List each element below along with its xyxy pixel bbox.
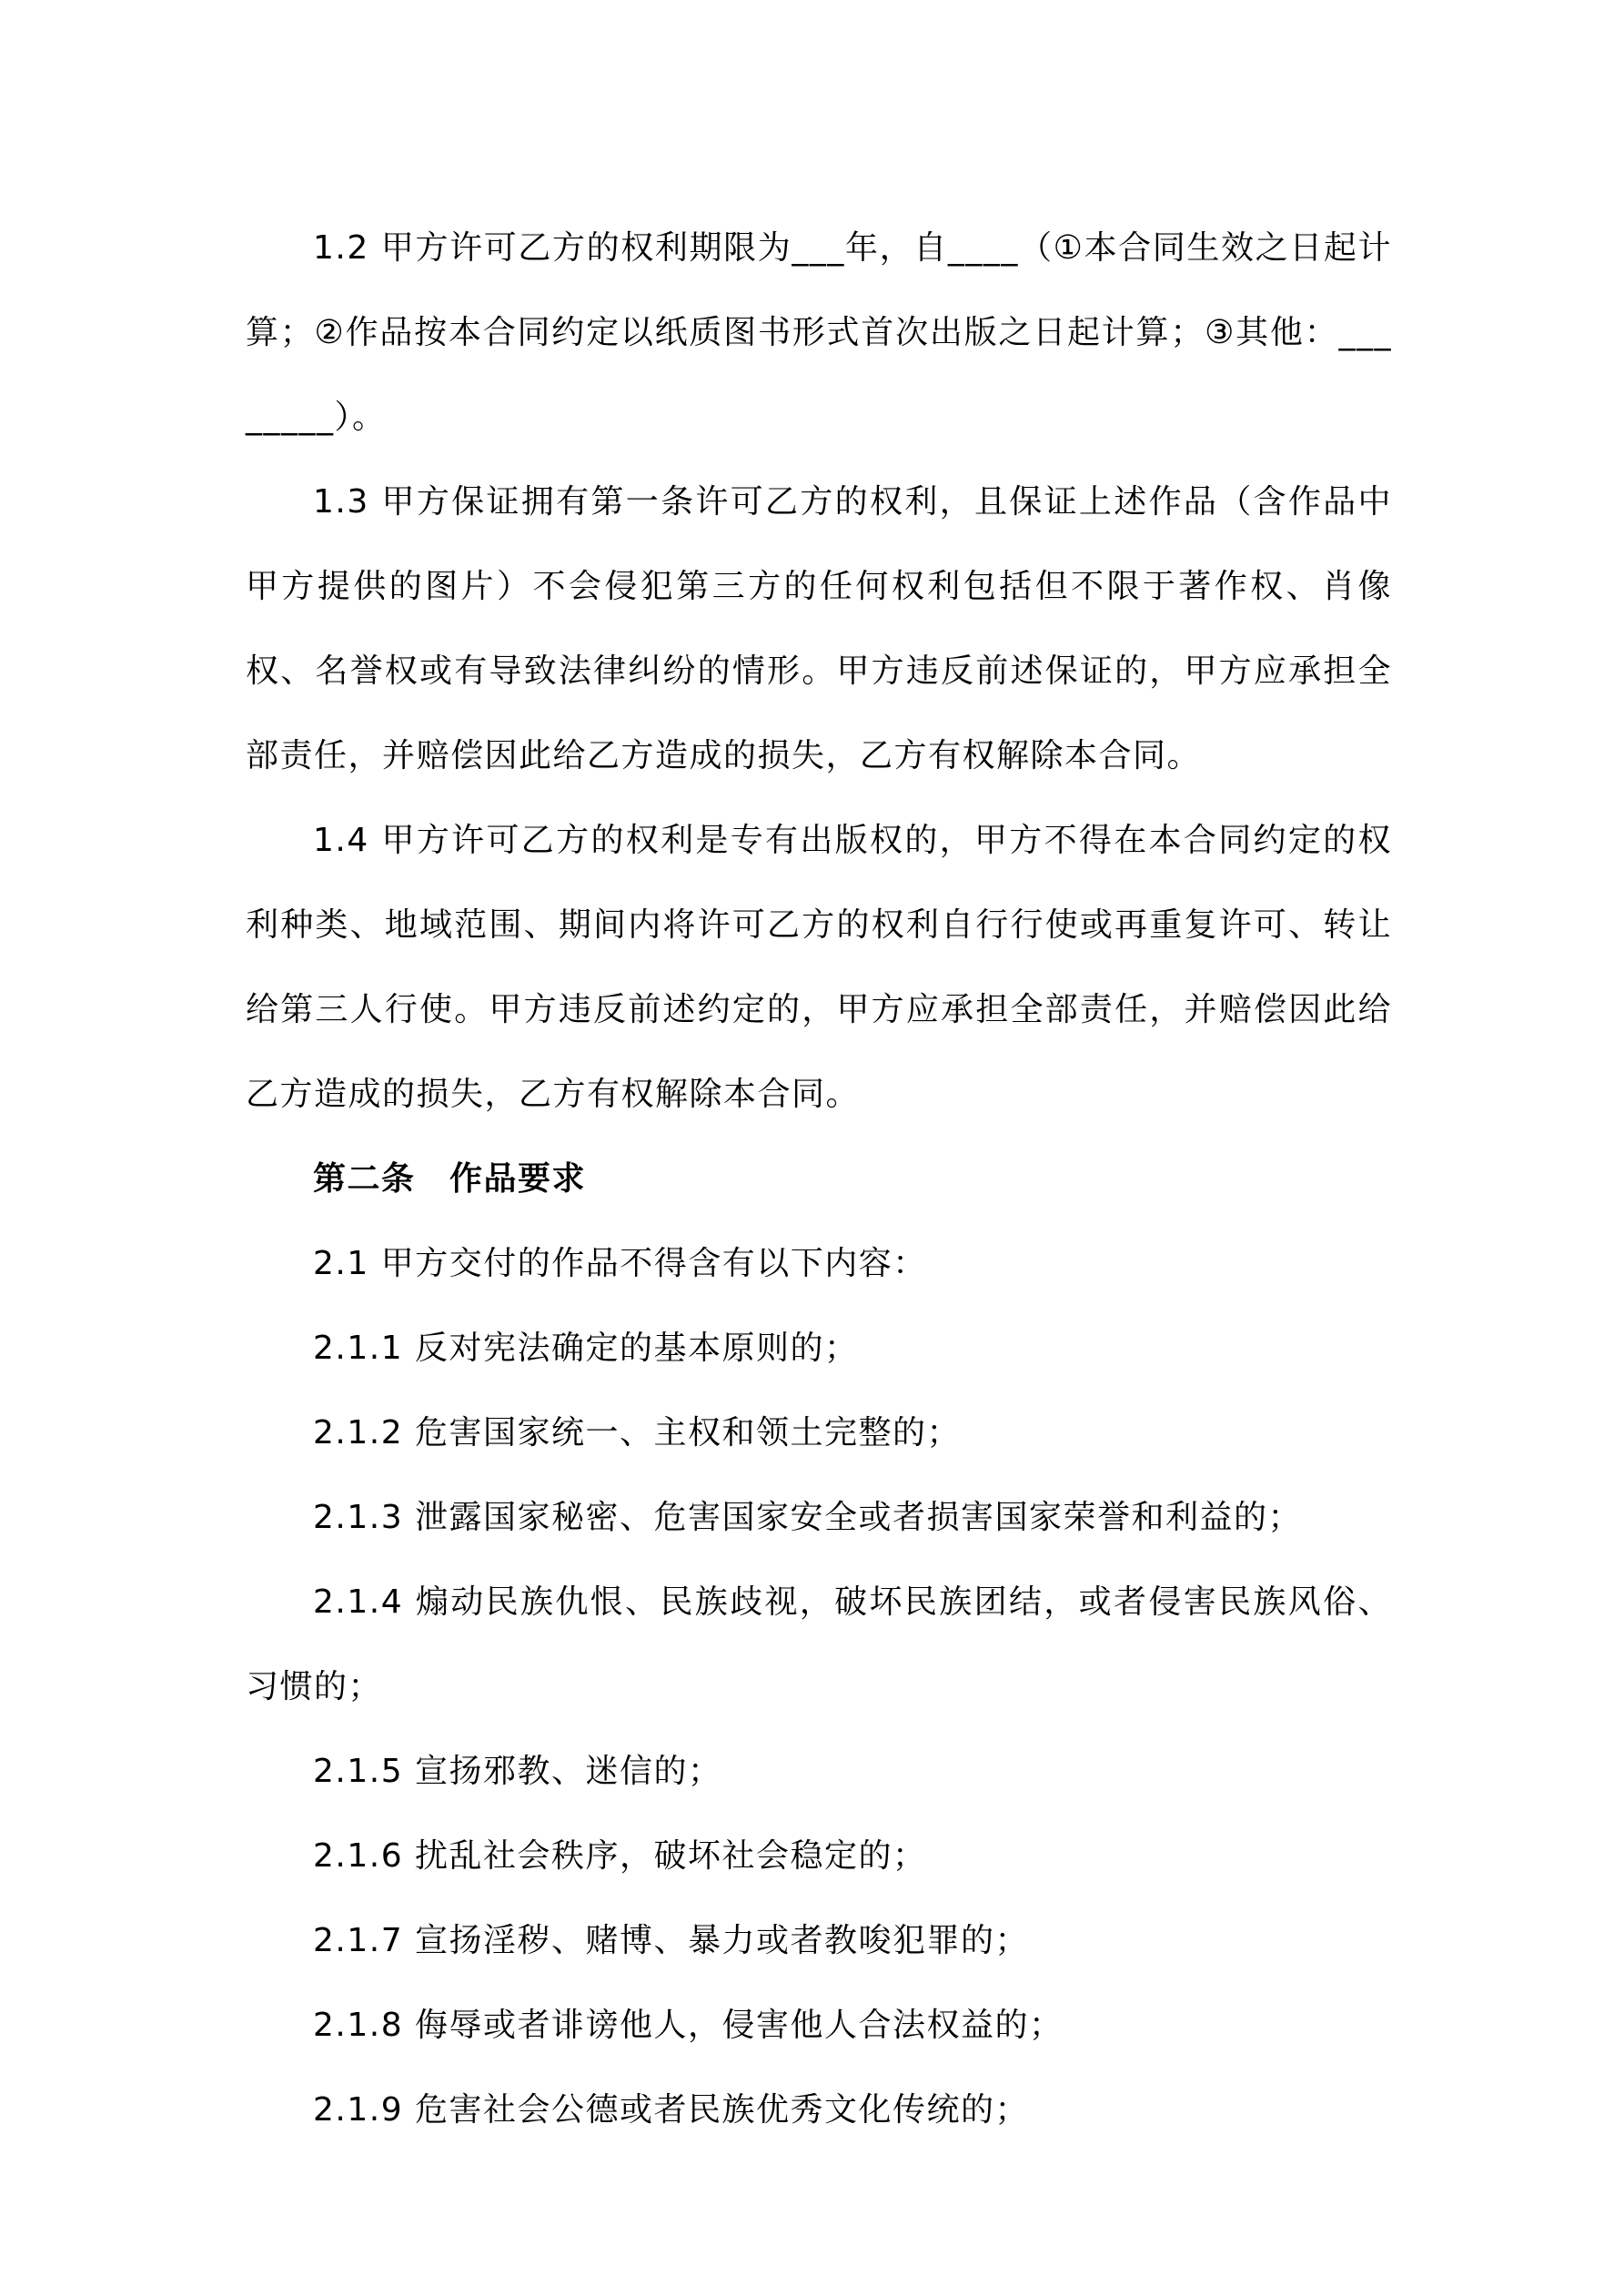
clause-2-1-2: 2.1.2 危害国家统一、主权和领土完整的； xyxy=(313,1414,962,1451)
clause-1-3-paragraph: 1.3 甲方保证拥有第一条许可乙方的权利，且保证上述作品（含作品中甲方提供的图片）不会侵犯第三方的任何权利包括但不限于著作权、肖像权、名誉权或有导致法律纠纷的情形。甲方违反前述保证的，甲方应承担全部责任，并赔偿因此给乙方造成的损失，乙方有权解除本合同。 xyxy=(246,483,1392,774)
clause-1-2-paragraph: 1.2 甲方许可乙方的权利期限为___年，自____（①本合同生效之日起计算；②作品按本合同约定以纸质图书形式首次出版之日起计算；③其他：________）。 xyxy=(246,229,1392,436)
clause-2-1-1: 2.1.1 反对宪法确定的基本原则的； xyxy=(313,1330,859,1367)
clause-1-4-paragraph: 1.4 甲方许可乙方的权利是专有出版权的，甲方不得在本合同约定的权利种类、地域范围、期间内将许可乙方的权利自行行使或再重复许可、转让给第三人行使。甲方违反前述约定的，甲方应承担全部责任，并赔偿因此给乙方造成的损失，乙方有权解除本合同。 xyxy=(246,822,1392,1113)
document-body xyxy=(246,206,1392,2152)
section-heading: 第二条 作品要求 xyxy=(313,1160,587,1198)
clause-2-1-8: 2.1.8 侮辱或者诽谤他人，侵害他人合法权益的； xyxy=(313,2007,1064,2044)
clause-2-1-4: 2.1.4 煽动民族仇恨、民族歧视，破坏民族团结，或者侵害民族风俗、习惯的； xyxy=(246,1583,1392,1705)
clause-2-1-7: 2.1.7 宣扬淫秽、赌博、暴力或者教唆犯罪的； xyxy=(313,1922,1030,1959)
clause-2-1-5: 2.1.5 宣扬邪教、迷信的； xyxy=(313,1753,722,1790)
clause-2-1-9: 2.1.9 危害社会公德或者民族优秀文化传统的； xyxy=(313,2091,1030,2129)
clause-2-1: 2.1 甲方交付的作品不得含有以下内容： xyxy=(313,1245,927,1282)
clause-2-1-6: 2.1.6 扰乱社会秩序，破坏社会稳定的； xyxy=(313,1837,927,1875)
clause-2-1-3: 2.1.3 泄露国家秘密、危害国家安全或者损害国家荣誉和利益的； xyxy=(313,1499,1303,1536)
